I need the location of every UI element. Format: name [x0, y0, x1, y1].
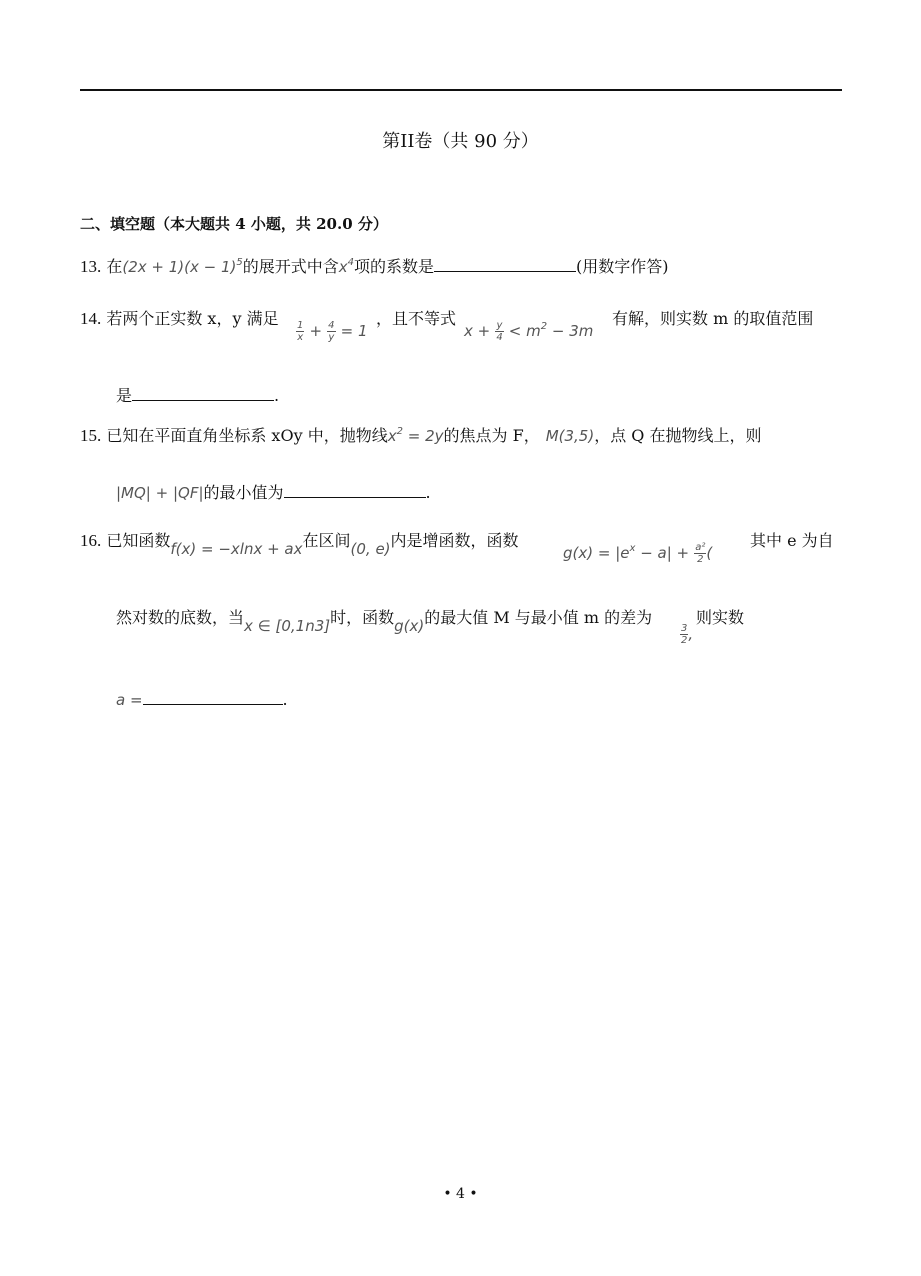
question-text: 有解，则实数 m 的取值范围	[612, 309, 814, 328]
math-expression: g(x)	[394, 617, 425, 635]
question-number: 13.	[80, 257, 102, 276]
math-expression: |MQ| + |QF|	[116, 484, 204, 502]
math-exponent: 4	[347, 257, 355, 268]
question-text: 在	[106, 257, 123, 276]
math-operator: = 1	[340, 322, 368, 340]
question-16-line2: 然对数的底数，当x ∈ [0,1n3]时，函数g(x)的最大值 M 与最小值 m 的差为	[116, 608, 653, 635]
question-text: 已知在平面直角坐标系 xOy 中，抛物线	[106, 426, 388, 445]
question-15: 15. 已知在平面直角坐标系 xOy 中，抛物线$x^2 = 2y$的焦点为 F， M(3,5)，点 Q 在抛物线上，则	[80, 426, 762, 445]
math-operator: +	[309, 322, 323, 340]
question-text: 的展开式中含	[242, 257, 339, 276]
header-rule	[80, 89, 842, 91]
math-interval: (0, e)	[350, 540, 391, 558]
answer-blank[interactable]	[143, 690, 283, 705]
question-text: 项的系数是	[354, 257, 435, 276]
math-expression: f(x) = −xlnx + ax	[170, 540, 303, 558]
math-expression: (2x + 1)(x − 1)	[122, 258, 237, 276]
math-exponent: 5	[236, 257, 243, 268]
inequality: x + $\frac{y}{4}$ < $m^2 - 3m$	[464, 320, 594, 343]
answer-blank[interactable]	[284, 483, 426, 498]
question-14	[80, 306, 279, 329]
fraction-three-halves: $\frac{3}{2}$ ,	[681, 623, 694, 646]
question-14-line2: 是 .	[116, 386, 280, 405]
fraction: $\frac{1}{x}$	[297, 320, 304, 343]
math-term: x	[338, 258, 348, 276]
question-number: 14.	[80, 309, 102, 328]
fraction: $\frac{4}{y}$	[328, 320, 335, 343]
condition-equation	[296, 320, 368, 343]
page-number: • 4 •	[443, 1186, 478, 1202]
question-text: ，且不等式	[376, 309, 457, 328]
question-text: 则实数	[696, 608, 745, 627]
math-variable: a =	[116, 691, 143, 709]
question-13	[80, 254, 669, 277]
fraction: $\frac{y}{4}$	[496, 320, 503, 343]
question-15-line2: |MQ| + |QF|的最小值为 .	[116, 483, 431, 502]
function-g: $g(x) = |e^x - a|$ + $\frac{\text{a²}}{2}$ (	[563, 542, 713, 565]
question-text: (用数字作答)	[576, 257, 669, 276]
question-number: 15.	[80, 426, 102, 445]
math-expression: x	[387, 427, 397, 445]
section-heading: 二、填空题（本大题共 4 小题，共 20.0 分）	[80, 215, 388, 233]
paper-title: 第II卷（共 90 分）	[382, 131, 539, 152]
answer-blank[interactable]	[132, 386, 274, 401]
question-text: 若两个正实数 x，y 满足	[106, 309, 279, 328]
math-point: M(3,5)	[545, 427, 595, 445]
question-16: 16. 已知函数f(x) = −xlnx + ax在区间(0, e)内是增函数，函数	[80, 531, 519, 558]
question-16-line3: a = .	[116, 690, 288, 709]
question-text: 其中 e 为自	[750, 531, 834, 550]
math-expression: x ∈ [0,1n3]	[244, 617, 331, 635]
fraction: $\frac{\text{a²}}{2}$	[695, 542, 706, 565]
question-number: 16.	[80, 531, 102, 550]
answer-blank[interactable]	[434, 257, 576, 272]
